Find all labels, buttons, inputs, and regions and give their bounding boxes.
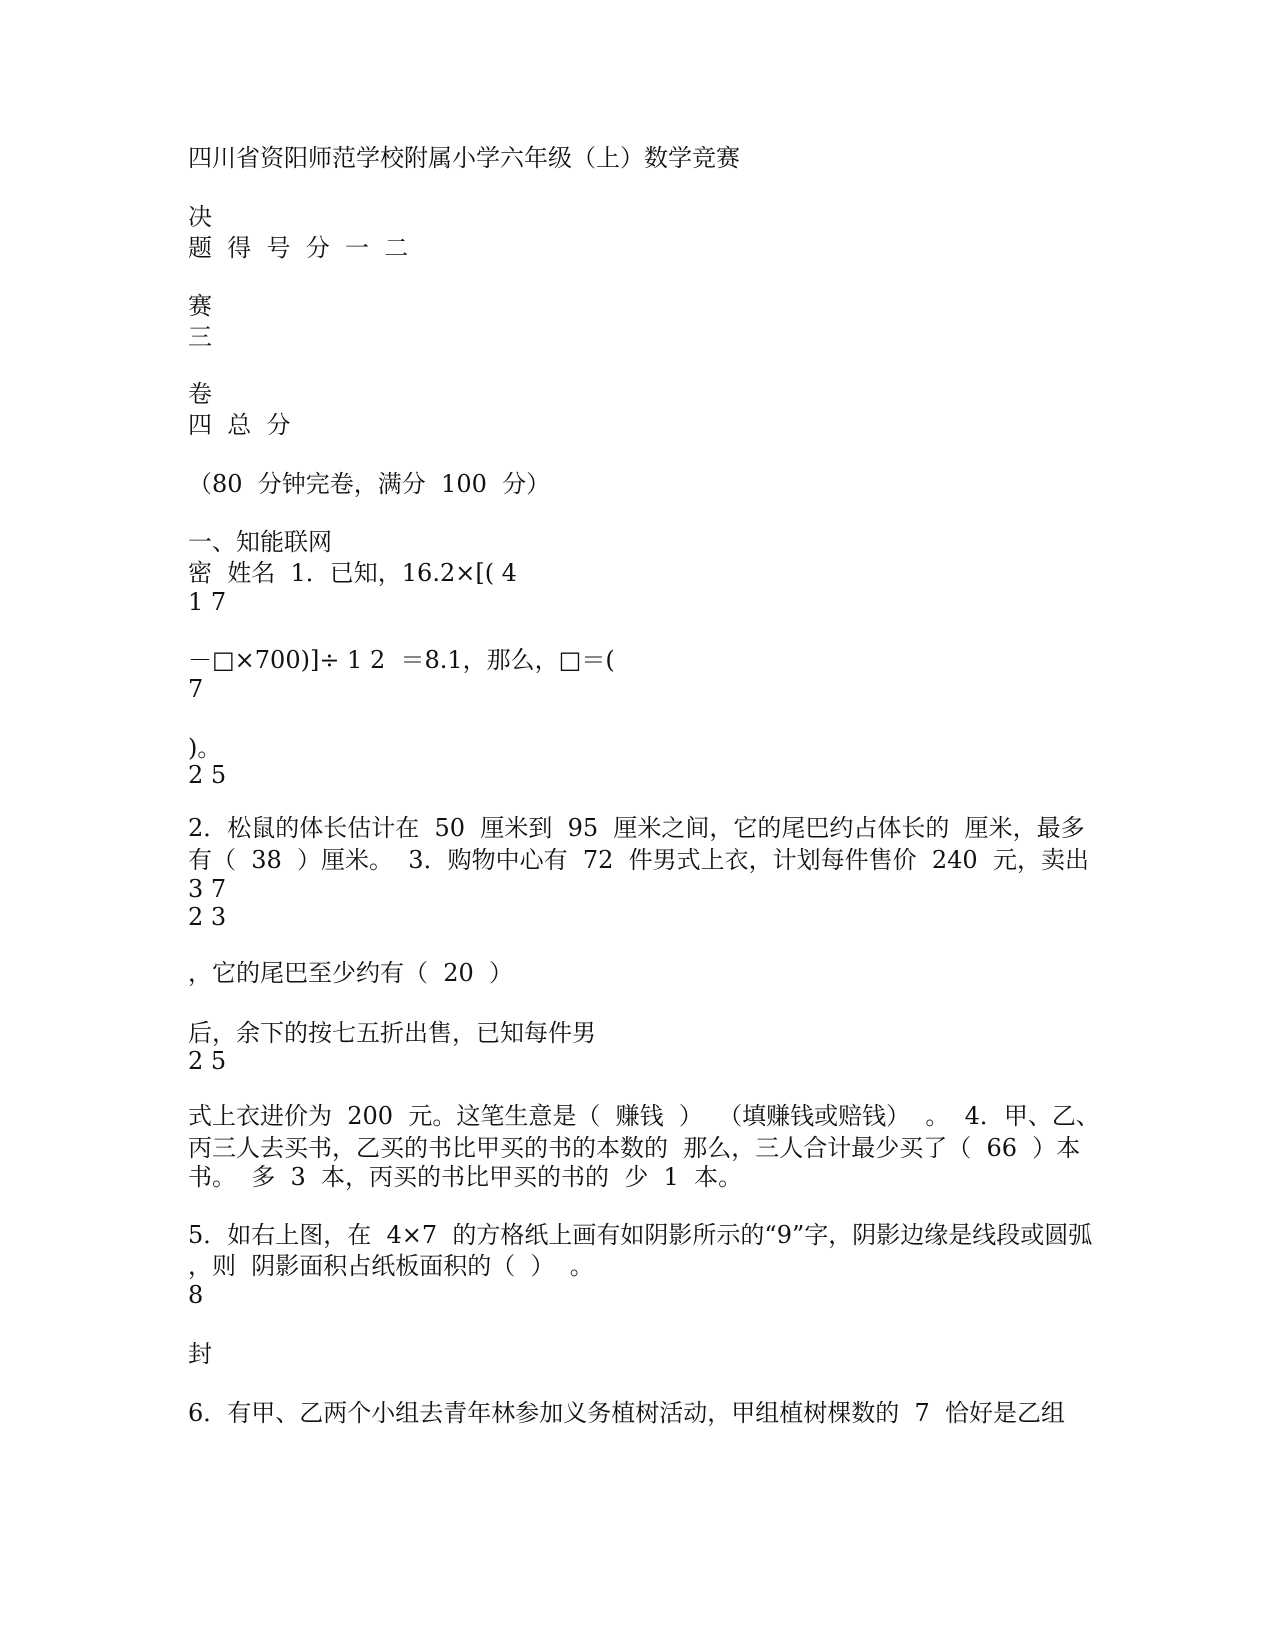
text-line: 封 <box>188 1340 212 1368</box>
section-heading: 一、知能联网 <box>188 528 332 556</box>
text-line: 2 5 <box>188 761 227 789</box>
text-line: 书。 多 3 本，丙买的书比甲买的书的 少 1 本。 <box>188 1163 743 1191</box>
text-line: 四 总 分 <box>188 411 291 439</box>
text-line: 决 <box>188 203 212 231</box>
text-line: 卷 <box>188 380 212 408</box>
text-line: 2 3 <box>188 903 227 931</box>
text-line: 式上衣进价为 200 元。这笔生意是（ 赚钱 ） （填赚钱或赔钱） 。 4．甲、乙、 <box>188 1102 1100 1130</box>
text-line: 丙三人去买书，乙买的书比甲买的书的本数的 那么，三人合计最少买了（ 66 ）本 <box>188 1134 1081 1162</box>
text-line: 1 7 <box>188 588 227 616</box>
text-line: ，它的尾巴至少约有（ 20 ） <box>188 959 514 987</box>
text-line: 题 得 号 分 一 二 <box>188 234 409 262</box>
text-line: －□×700)]÷ 1 2 ＝8.1，那么，□＝( <box>188 646 615 674</box>
text-line: 赛 <box>188 292 212 320</box>
text-line: 8 <box>188 1281 204 1309</box>
text-line: )。 <box>188 734 222 762</box>
text-line: 6．有甲、乙两个小组去青年林参加义务植树活动，甲组植树棵数的 7 恰好是乙组 <box>188 1399 1066 1427</box>
text-line: 有（ 38 ）厘米。 3．购物中心有 72 件男式上衣，计划每件售价 240 元，卖出 <box>188 846 1089 874</box>
text-line: 7 <box>188 675 204 703</box>
document-title: 四川省资阳师范学校附属小学六年级（上）数学竞赛 <box>188 144 740 172</box>
text-line: 5．如右上图，在 4×7 的方格纸上画有如阴影所示的“9”字，阴影边缘是线段或圆弧 <box>188 1221 1093 1249</box>
text-line: （80 分钟完卷，满分 100 分） <box>188 470 551 498</box>
text-line: ，则 阴影面积占纸板面积的（ ） 。 <box>188 1252 594 1280</box>
text-line: 后，余下的按七五折出售，已知每件男 <box>188 1019 596 1047</box>
text-line: 2 5 <box>188 1047 227 1075</box>
text-line: 3 7 <box>188 875 227 903</box>
text-line: 密 姓名 1．已知，16.2×[( 4 <box>188 559 517 587</box>
text-line: 2．松鼠的体长估计在 50 厘米到 95 厘米之间，它的尾巴约占体长的 厘米，最多 <box>188 814 1085 842</box>
text-line: 三 <box>188 323 212 351</box>
